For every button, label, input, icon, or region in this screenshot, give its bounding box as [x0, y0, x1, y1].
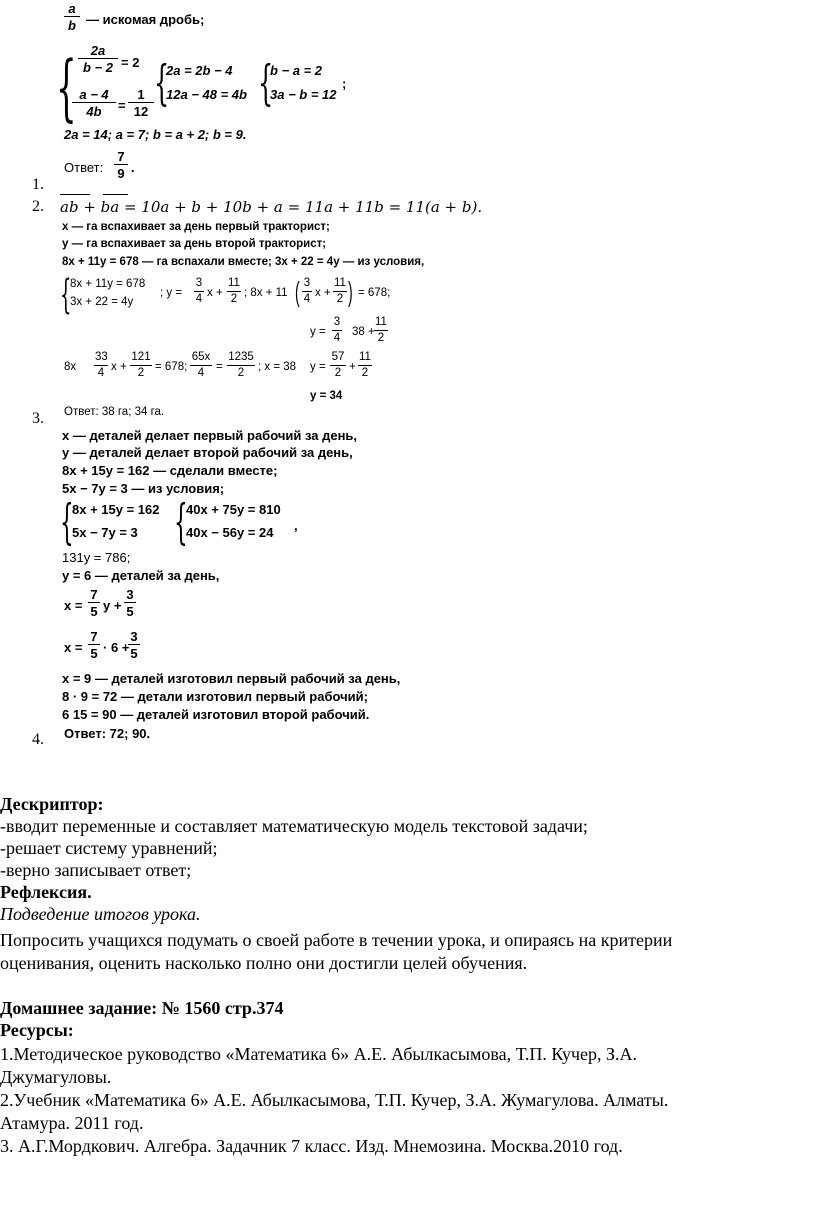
descriptor-item: -вводит переменные и составляет математическую модель текстовой задачи;	[0, 816, 588, 836]
resource-item: 1.Методическое руководство «Математика 6» А.Е. Абылкасымова, Т.П. Кучер, З.А.	[0, 1044, 638, 1064]
solution-3-answer: Ответ: 72; 90.	[64, 726, 151, 741]
fraction-eq2-right: $\frac{1}{12}$	[128, 88, 154, 118]
answer-fraction: $\frac{7}{9}$	[114, 150, 128, 180]
solution-2-answer: Ответ: 38 га; 34 га.	[64, 406, 165, 418]
homework-line: Домашнее задание: № 1560 стр.374	[0, 998, 284, 1018]
item-number-1: 1.	[32, 176, 44, 193]
solution-1-result: 2a = 14; a = 7; b = a + 2; b = 9.	[64, 127, 247, 142]
resource-item: 2.Учебник «Математика 6» А.Е. Абылкасымова, Т.П. Кучер, З.А. Жумагулова. Алматы.	[0, 1090, 669, 1110]
reflection-text: оценивания, оценить насколько полно они достигли целей обучения.	[0, 953, 528, 973]
resource-item: Атамура. 2011 год.	[0, 1113, 144, 1133]
item-number-4: 4.	[32, 731, 44, 748]
fraction-eq1: $\frac{2a}{b - 2}$	[78, 44, 118, 74]
descriptor-item: -решает систему уравнений;	[0, 838, 218, 858]
solution-1-intro: — искомая дробь;	[86, 12, 205, 27]
fraction-eq2-left: $\frac{a - 4}{4b}$	[72, 88, 116, 118]
reflection-title: Рефлексия.	[0, 882, 92, 902]
fraction-a-b: $\frac{a}{b}$	[64, 2, 80, 32]
resource-item: Джумагуловы.	[0, 1067, 112, 1087]
item-number-2: 2.	[32, 198, 44, 215]
overline-ba	[103, 194, 128, 195]
summary-line: Подведение итогов урока.	[0, 904, 201, 924]
resource-item: 3. А.Г.Мордкович. Алгебра. Задачник 7 класс. Изд. Мнемозина. Москва.2010 год.	[0, 1136, 623, 1156]
descriptor-title: Дескриптор:	[0, 794, 104, 814]
overline-ab	[60, 194, 90, 195]
item-number-3: 3.	[32, 410, 44, 427]
descriptor-item: -верно записывает ответ;	[0, 860, 192, 880]
digit-sum-formula: ab + ba = 10a + b + 10b + a = 11a + 11b = 11(a + b).	[60, 198, 483, 216]
reflection-text: Попросить учащихся подумать о своей работе в течении урока, и опираясь на критерии	[0, 930, 673, 950]
system-brace: {	[56, 45, 77, 129]
resources-title: Ресурсы:	[0, 1020, 74, 1040]
